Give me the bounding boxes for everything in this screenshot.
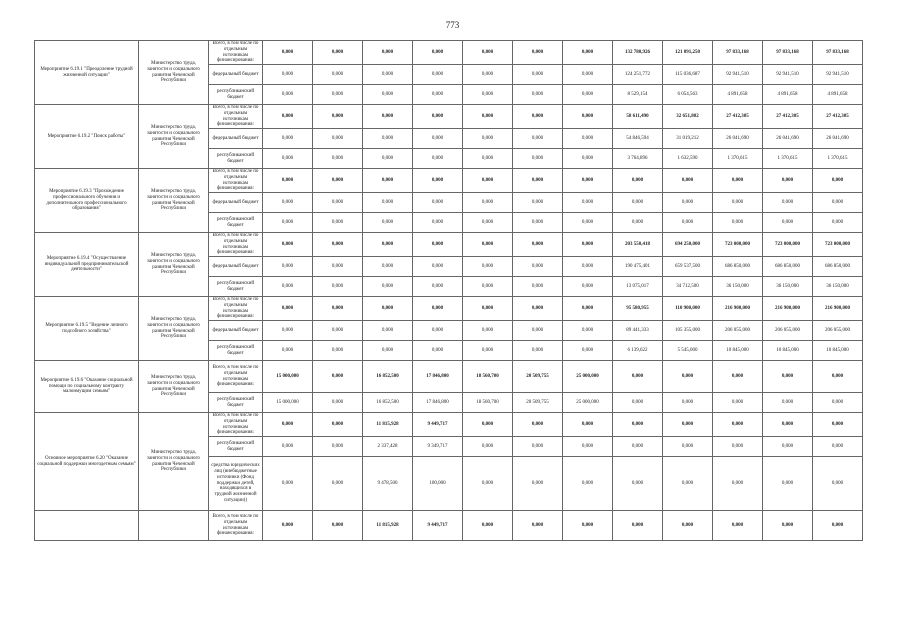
- amount-cell: 34 712,500: [663, 277, 713, 297]
- amount-cell: 0,000: [363, 341, 413, 361]
- amount-cell: 0,000: [613, 169, 663, 193]
- amount-cell: 0,000: [263, 129, 313, 149]
- amount-cell: 0,000: [313, 393, 363, 413]
- amount-cell: 0,000: [563, 149, 613, 169]
- amount-cell: 0,000: [263, 413, 313, 437]
- amount-cell: 0,000: [563, 457, 613, 511]
- amount-cell: 0,000: [313, 457, 363, 511]
- amount-cell: 0,000: [663, 213, 713, 233]
- amount-cell: 0,000: [463, 437, 513, 457]
- amount-cell: 0,000: [513, 193, 563, 213]
- amount-cell: 0,000: [763, 193, 813, 213]
- amount-cell: 0,000: [563, 129, 613, 149]
- amount-cell: 0,000: [263, 457, 313, 511]
- amount-cell: 10 845,000: [813, 341, 863, 361]
- amount-cell: 694 250,000: [663, 233, 713, 257]
- amount-cell: 0,000: [463, 297, 513, 321]
- amount-cell: 27 412,305: [813, 105, 863, 129]
- amount-cell: 723 000,000: [813, 233, 863, 257]
- amount-cell: 0,000: [613, 361, 663, 393]
- amount-cell: 20 509,755: [513, 361, 563, 393]
- amount-cell: 1 632,590: [663, 149, 713, 169]
- funding-source: Всего, в том числе по отдельным источникам финансирования:: [209, 233, 263, 257]
- amount-cell: 0,000: [263, 85, 313, 105]
- amount-cell: 0,000: [313, 149, 363, 169]
- amount-cell: 0,000: [513, 257, 563, 277]
- executor-name: Министерство труда, занятости и социального развития Чеченской Республики: [139, 105, 209, 169]
- amount-cell: 0,000: [463, 457, 513, 511]
- amount-cell: 0,000: [813, 437, 863, 457]
- amount-cell: 0,000: [263, 341, 313, 361]
- amount-cell: 54 846,594: [613, 129, 663, 149]
- amount-cell: 0,000: [413, 321, 463, 341]
- amount-cell: 0,000: [613, 193, 663, 213]
- amount-cell: 0,000: [313, 169, 363, 193]
- measure-name: Мероприятие 6.19.1 "Преодоление трудной жизненной ситуации": [35, 41, 139, 105]
- amount-cell: 206 055,000: [713, 321, 763, 341]
- amount-cell: 0,000: [313, 511, 363, 541]
- amount-cell: 0,000: [663, 361, 713, 393]
- amount-cell: 0,000: [763, 457, 813, 511]
- amount-cell: 1 370,615: [713, 149, 763, 169]
- funding-source: республиканский бюджет: [209, 213, 263, 233]
- amount-cell: 0,000: [363, 169, 413, 193]
- amount-cell: 0,000: [313, 193, 363, 213]
- amount-cell: 0,000: [713, 361, 763, 393]
- amount-cell: 10 845,000: [763, 341, 813, 361]
- amount-cell: 0,000: [513, 457, 563, 511]
- amount-cell: 105 355,000: [663, 321, 713, 341]
- amount-cell: 26 041,690: [713, 129, 763, 149]
- amount-cell: 206 055,000: [763, 321, 813, 341]
- amount-cell: 15 000,000: [263, 393, 313, 413]
- table-row: [35, 41, 863, 65]
- amount-cell: 0,000: [613, 413, 663, 437]
- amount-cell: 0,000: [363, 277, 413, 297]
- amount-cell: 10 845,000: [713, 341, 763, 361]
- amount-cell: 1 370,615: [763, 149, 813, 169]
- amount-cell: 0,000: [263, 233, 313, 257]
- measure-name: Мероприятие 6.19.6 "Оказание социальной помощи по социальному контракту малоимущим семьям": [35, 361, 139, 413]
- amount-cell: 0,000: [763, 413, 813, 437]
- executor-name: Министерство труда, занятости и социального развития Чеченской Республики: [139, 41, 209, 105]
- funding-source: Всего, в том числе по отдельным источникам финансирования:: [209, 511, 263, 541]
- amount-cell: 32 651,802: [663, 105, 713, 129]
- amount-cell: 0,000: [813, 413, 863, 437]
- amount-cell: 0,000: [463, 105, 513, 129]
- funding-source: федеральный бюджет: [209, 257, 263, 277]
- amount-cell: 0,000: [713, 393, 763, 413]
- amount-cell: 0,000: [663, 511, 713, 541]
- amount-cell: 0,000: [563, 511, 613, 541]
- amount-cell: 0,000: [513, 149, 563, 169]
- amount-cell: 0,000: [813, 393, 863, 413]
- measure-name: [35, 511, 139, 541]
- amount-cell: 0,000: [763, 393, 813, 413]
- amount-cell: 0,000: [413, 105, 463, 129]
- amount-cell: 0,000: [463, 257, 513, 277]
- amount-cell: 0,000: [563, 437, 613, 457]
- amount-cell: 4 891,658: [813, 85, 863, 105]
- funding-source: федеральный бюджет: [209, 321, 263, 341]
- amount-cell: 0,000: [663, 169, 713, 193]
- amount-cell: 0,000: [563, 321, 613, 341]
- amount-cell: 36 150,000: [763, 277, 813, 297]
- amount-cell: 0,000: [263, 105, 313, 129]
- funding-source: федеральный бюджет: [209, 193, 263, 213]
- amount-cell: 0,000: [663, 193, 713, 213]
- amount-cell: 0,000: [563, 277, 613, 297]
- amount-cell: 0,000: [663, 413, 713, 437]
- funding-source: Всего, в том числе по отдельным источникам финансирования:: [209, 169, 263, 193]
- amount-cell: 0,000: [413, 297, 463, 321]
- amount-cell: 0,000: [563, 169, 613, 193]
- amount-cell: 13 075,017: [613, 277, 663, 297]
- amount-cell: 0,000: [613, 213, 663, 233]
- amount-cell: 0,000: [313, 297, 363, 321]
- amount-cell: 0,000: [513, 169, 563, 193]
- amount-cell: 9 478,500: [363, 457, 413, 511]
- amount-cell: 11 815,928: [363, 413, 413, 437]
- amount-cell: 0,000: [413, 257, 463, 277]
- amount-cell: 11 815,928: [363, 511, 413, 541]
- amount-cell: 0,000: [463, 41, 513, 65]
- funding-source: Всего, в том числе по отдельным источникам финансирования:: [209, 413, 263, 437]
- amount-cell: 0,000: [363, 85, 413, 105]
- amount-cell: 0,000: [263, 277, 313, 297]
- amount-cell: 100,000: [413, 457, 463, 511]
- amount-cell: 97 833,168: [763, 41, 813, 65]
- amount-cell: 124 251,772: [613, 65, 663, 85]
- amount-cell: 0,000: [463, 65, 513, 85]
- amount-cell: 0,000: [463, 341, 513, 361]
- amount-cell: 0,000: [563, 297, 613, 321]
- amount-cell: 0,000: [263, 169, 313, 193]
- amount-cell: 0,000: [513, 341, 563, 361]
- amount-cell: 216 900,000: [813, 297, 863, 321]
- amount-cell: 0,000: [713, 511, 763, 541]
- amount-cell: 0,000: [513, 277, 563, 297]
- amount-cell: 0,000: [313, 321, 363, 341]
- amount-cell: 0,000: [513, 511, 563, 541]
- amount-cell: 0,000: [613, 457, 663, 511]
- amount-cell: 17 846,800: [413, 393, 463, 413]
- amount-cell: 0,000: [563, 213, 613, 233]
- amount-cell: 0,000: [263, 257, 313, 277]
- amount-cell: 15 000,000: [263, 361, 313, 393]
- budget-table: [34, 40, 863, 541]
- amount-cell: 216 900,000: [713, 297, 763, 321]
- amount-cell: 92 941,510: [713, 65, 763, 85]
- amount-cell: 0,000: [713, 169, 763, 193]
- table-row: [35, 413, 863, 437]
- amount-cell: 0,000: [463, 129, 513, 149]
- measure-name: Мероприятие 6.19.2 "Поиск работы": [35, 105, 139, 169]
- amount-cell: 0,000: [263, 193, 313, 213]
- executor-name: Министерство труда, занятости и социального развития Чеченской Республики: [139, 233, 209, 297]
- amount-cell: 0,000: [313, 213, 363, 233]
- amount-cell: 6 139,622: [613, 341, 663, 361]
- amount-cell: 0,000: [563, 85, 613, 105]
- amount-cell: 25 000,000: [563, 393, 613, 413]
- amount-cell: 686 850,000: [713, 257, 763, 277]
- amount-cell: 0,000: [563, 257, 613, 277]
- amount-cell: 20 509,755: [513, 393, 563, 413]
- amount-cell: 0,000: [463, 511, 513, 541]
- amount-cell: 686 850,000: [763, 257, 813, 277]
- amount-cell: 0,000: [513, 297, 563, 321]
- amount-cell: 0,000: [413, 193, 463, 213]
- amount-cell: 0,000: [513, 85, 563, 105]
- amount-cell: 92 941,510: [763, 65, 813, 85]
- amount-cell: 115 036,687: [663, 65, 713, 85]
- amount-cell: 0,000: [463, 233, 513, 257]
- amount-cell: 0,000: [313, 361, 363, 393]
- amount-cell: 95 580,955: [613, 297, 663, 321]
- amount-cell: 0,000: [413, 41, 463, 65]
- measure-name: Основное мероприятие 6.20 "Оказание социальной поддержки многодетным семьям": [35, 413, 139, 511]
- amount-cell: 27 412,305: [763, 105, 813, 129]
- amount-cell: 0,000: [463, 149, 513, 169]
- amount-cell: 132 780,926: [613, 41, 663, 65]
- amount-cell: 36 150,000: [713, 277, 763, 297]
- amount-cell: 0,000: [513, 413, 563, 437]
- amount-cell: 0,000: [663, 393, 713, 413]
- amount-cell: 0,000: [263, 437, 313, 457]
- funding-source: средства юридических лиц (внебюджетные источники (Фонд поддержки детей, находящихся в трудной жизненной ситуации)): [209, 457, 263, 511]
- funding-source: республиканский бюджет: [209, 437, 263, 457]
- funding-source: республиканский бюджет: [209, 393, 263, 413]
- amount-cell: 89 441,333: [613, 321, 663, 341]
- amount-cell: 0,000: [463, 169, 513, 193]
- funding-source: Всего, в том числе по отдельным источникам финансирования:: [209, 41, 263, 65]
- amount-cell: 659 537,500: [663, 257, 713, 277]
- table-row: [35, 105, 863, 129]
- funding-source: республиканский бюджет: [209, 277, 263, 297]
- amount-cell: 0,000: [463, 321, 513, 341]
- amount-cell: 0,000: [613, 437, 663, 457]
- amount-cell: 0,000: [713, 213, 763, 233]
- amount-cell: 18 560,700: [463, 361, 513, 393]
- amount-cell: 723 000,000: [763, 233, 813, 257]
- amount-cell: 1 370,615: [813, 149, 863, 169]
- amount-cell: 0,000: [313, 129, 363, 149]
- executor-name: Министерство труда, занятости и социального развития Чеченской Республики: [139, 297, 209, 361]
- amount-cell: 0,000: [563, 105, 613, 129]
- amount-cell: 0,000: [613, 393, 663, 413]
- amount-cell: 0,000: [363, 297, 413, 321]
- amount-cell: 0,000: [713, 457, 763, 511]
- amount-cell: 58 611,490: [613, 105, 663, 129]
- amount-cell: 0,000: [413, 129, 463, 149]
- amount-cell: 0,000: [263, 149, 313, 169]
- amount-cell: 0,000: [313, 65, 363, 85]
- amount-cell: 0,000: [363, 129, 413, 149]
- amount-cell: 0,000: [413, 85, 463, 105]
- table-row: [35, 361, 863, 393]
- amount-cell: 0,000: [413, 213, 463, 233]
- amount-cell: 9 449,717: [413, 413, 463, 437]
- amount-cell: 0,000: [813, 511, 863, 541]
- amount-cell: 0,000: [713, 437, 763, 457]
- amount-cell: 0,000: [513, 233, 563, 257]
- amount-cell: 203 550,418: [613, 233, 663, 257]
- amount-cell: 18 560,700: [463, 393, 513, 413]
- amount-cell: 0,000: [363, 41, 413, 65]
- amount-cell: 0,000: [813, 457, 863, 511]
- amount-cell: 36 150,000: [813, 277, 863, 297]
- amount-cell: 0,000: [563, 41, 613, 65]
- amount-cell: 26 041,690: [813, 129, 863, 149]
- funding-source: республиканский бюджет: [209, 85, 263, 105]
- amount-cell: 0,000: [363, 193, 413, 213]
- amount-cell: 0,000: [313, 105, 363, 129]
- funding-source: Всего, в том числе по отдельным источникам финансирования:: [209, 297, 263, 321]
- amount-cell: 0,000: [363, 149, 413, 169]
- funding-source: республиканский бюджет: [209, 149, 263, 169]
- amount-cell: 2 337,428: [363, 437, 413, 457]
- amount-cell: 0,000: [463, 85, 513, 105]
- measure-name: Мероприятие 6.19.3 "Прохождение профессионального обучения и дополнительного профессионального образования": [35, 169, 139, 233]
- amount-cell: 0,000: [813, 213, 863, 233]
- funding-source: Всего, в том числе по отдельным источникам финансирования:: [209, 361, 263, 393]
- funding-source: федеральный бюджет: [209, 65, 263, 85]
- amount-cell: 0,000: [413, 233, 463, 257]
- amount-cell: 0,000: [363, 213, 413, 233]
- amount-cell: 0,000: [663, 437, 713, 457]
- amount-cell: 97 833,168: [713, 41, 763, 65]
- amount-cell: 16 852,500: [363, 393, 413, 413]
- amount-cell: 0,000: [513, 65, 563, 85]
- amount-cell: 0,000: [513, 437, 563, 457]
- table-row: [35, 169, 863, 193]
- amount-cell: 121 091,250: [663, 41, 713, 65]
- amount-cell: 0,000: [513, 129, 563, 149]
- amount-cell: 0,000: [413, 277, 463, 297]
- executor-name: Министерство труда, занятости и социального развития Чеченской Республики: [139, 361, 209, 413]
- executor-name: Министерство труда, занятости и социального развития Чеченской Республики: [139, 413, 209, 511]
- amount-cell: 17 846,800: [413, 361, 463, 393]
- amount-cell: 4 891,658: [763, 85, 813, 105]
- executor-name: [139, 511, 209, 541]
- amount-cell: 31 019,212: [663, 129, 713, 149]
- amount-cell: 0,000: [763, 169, 813, 193]
- amount-cell: 0,000: [363, 257, 413, 277]
- amount-cell: 0,000: [463, 413, 513, 437]
- amount-cell: 0,000: [563, 233, 613, 257]
- amount-cell: 0,000: [563, 341, 613, 361]
- amount-cell: 0,000: [463, 193, 513, 213]
- amount-cell: 0,000: [513, 213, 563, 233]
- amount-cell: 4 891,658: [713, 85, 763, 105]
- amount-cell: 110 900,000: [663, 297, 713, 321]
- amount-cell: 0,000: [313, 41, 363, 65]
- amount-cell: 0,000: [763, 361, 813, 393]
- amount-cell: 0,000: [513, 321, 563, 341]
- amount-cell: 9 449,717: [413, 511, 463, 541]
- amount-cell: 0,000: [763, 213, 813, 233]
- amount-cell: 0,000: [513, 105, 563, 129]
- amount-cell: 92 941,510: [813, 65, 863, 85]
- amount-cell: 6 054,563: [663, 85, 713, 105]
- amount-cell: 0,000: [313, 437, 363, 457]
- measure-name: Мероприятие 6.19.4 "Осуществление индивидуальной предпринимательской деятельности": [35, 233, 139, 297]
- amount-cell: 0,000: [263, 213, 313, 233]
- amount-cell: 0,000: [263, 511, 313, 541]
- amount-cell: 0,000: [513, 41, 563, 65]
- funding-source: республиканский бюджет: [209, 341, 263, 361]
- amount-cell: 26 041,690: [763, 129, 813, 149]
- table-row: [35, 511, 863, 541]
- funding-source: федеральный бюджет: [209, 129, 263, 149]
- amount-cell: 0,000: [313, 233, 363, 257]
- amount-cell: 686 850,000: [813, 257, 863, 277]
- amount-cell: 0,000: [813, 169, 863, 193]
- amount-cell: 16 852,500: [363, 361, 413, 393]
- executor-name: Министерство труда, занятости и социального развития Чеченской Республики: [139, 169, 209, 233]
- amount-cell: 0,000: [363, 105, 413, 129]
- amount-cell: 97 833,168: [813, 41, 863, 65]
- amount-cell: 0,000: [363, 65, 413, 85]
- page-number: 773: [445, 20, 460, 30]
- amount-cell: 0,000: [563, 65, 613, 85]
- amount-cell: 0,000: [313, 257, 363, 277]
- amount-cell: 9 349,717: [413, 437, 463, 457]
- amount-cell: 0,000: [563, 193, 613, 213]
- amount-cell: 0,000: [563, 413, 613, 437]
- amount-cell: 0,000: [713, 193, 763, 213]
- amount-cell: 723 000,000: [713, 233, 763, 257]
- amount-cell: 0,000: [263, 321, 313, 341]
- amount-cell: 0,000: [813, 193, 863, 213]
- amount-cell: 0,000: [313, 85, 363, 105]
- measure-name: Мероприятие 6.19.5 "Ведение личного подсобного хозяйства": [35, 297, 139, 361]
- amount-cell: 0,000: [813, 361, 863, 393]
- amount-cell: 27 412,305: [713, 105, 763, 129]
- amount-cell: 8 529,154: [613, 85, 663, 105]
- amount-cell: 0,000: [613, 511, 663, 541]
- amount-cell: 0,000: [413, 341, 463, 361]
- amount-cell: 3 764,896: [613, 149, 663, 169]
- amount-cell: 0,000: [363, 321, 413, 341]
- amount-cell: 0,000: [263, 297, 313, 321]
- amount-cell: 0,000: [663, 457, 713, 511]
- amount-cell: 0,000: [363, 233, 413, 257]
- table-row: [35, 297, 863, 321]
- amount-cell: 0,000: [763, 511, 813, 541]
- table-row: [35, 233, 863, 257]
- amount-cell: 0,000: [413, 169, 463, 193]
- amount-cell: 206 055,000: [813, 321, 863, 341]
- amount-cell: 0,000: [263, 41, 313, 65]
- funding-source: Всего, в том числе по отдельным источникам финансирования:: [209, 105, 263, 129]
- amount-cell: 0,000: [463, 213, 513, 233]
- amount-cell: 0,000: [763, 437, 813, 457]
- amount-cell: 25 000,000: [563, 361, 613, 393]
- amount-cell: 0,000: [463, 277, 513, 297]
- amount-cell: 216 900,000: [763, 297, 813, 321]
- amount-cell: 0,000: [313, 341, 363, 361]
- amount-cell: 0,000: [713, 413, 763, 437]
- amount-cell: 5 545,000: [663, 341, 713, 361]
- amount-cell: 0,000: [263, 65, 313, 85]
- amount-cell: 0,000: [413, 65, 463, 85]
- amount-cell: 0,000: [313, 277, 363, 297]
- amount-cell: 0,000: [313, 413, 363, 437]
- amount-cell: 190 475,401: [613, 257, 663, 277]
- amount-cell: 0,000: [413, 149, 463, 169]
